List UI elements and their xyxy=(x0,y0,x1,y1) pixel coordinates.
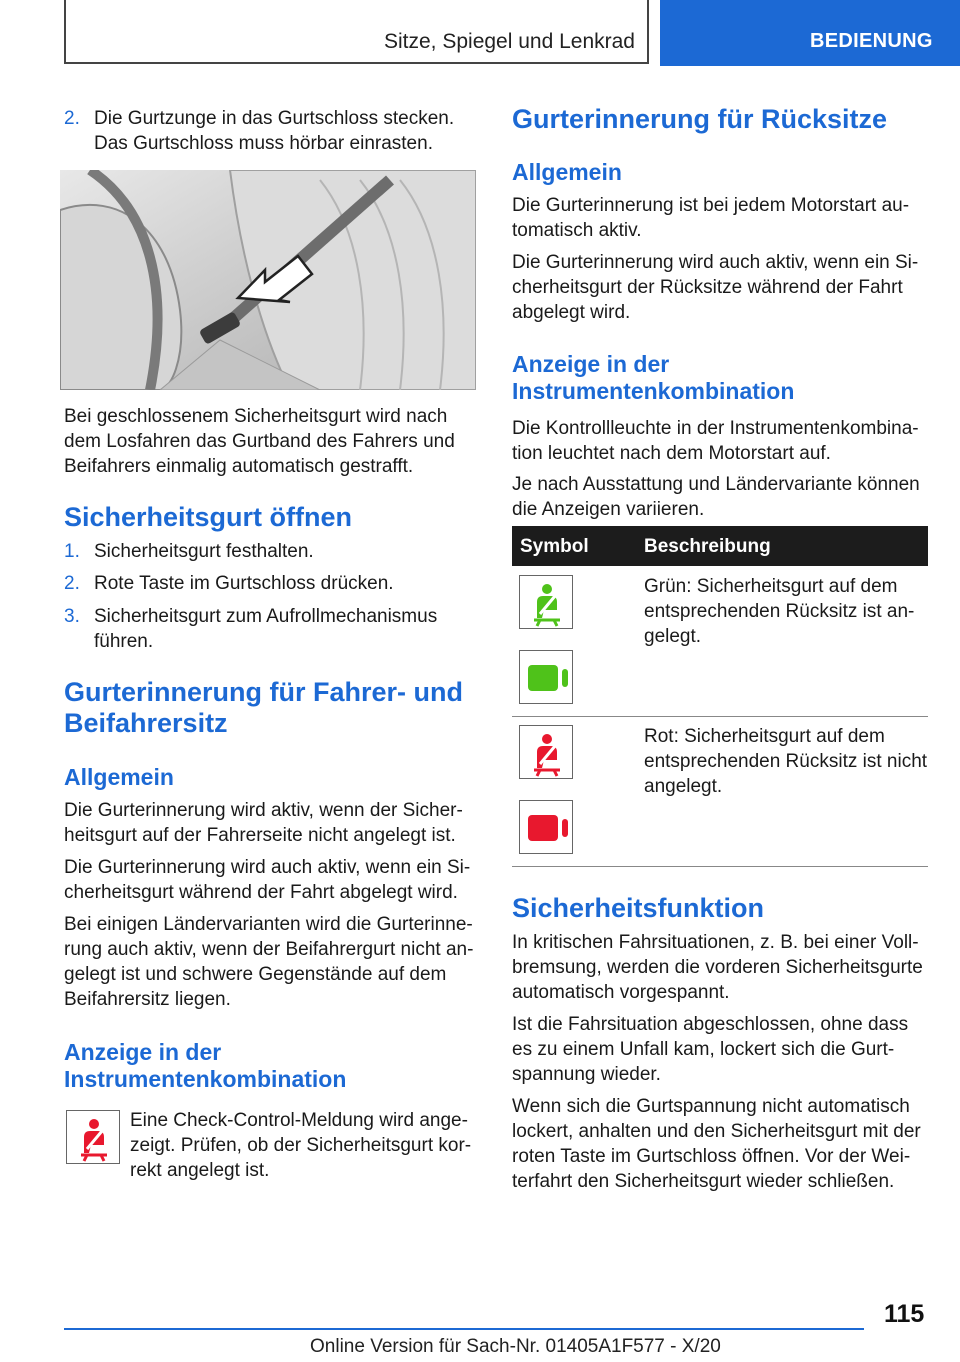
table-header xyxy=(512,526,928,566)
footer-rule xyxy=(64,1328,864,1330)
step-number: 2. xyxy=(64,108,80,129)
table-row-divider xyxy=(512,716,928,717)
page-number: 115 xyxy=(884,1300,925,1328)
table-row-green-description: Grün: Sicherheitsgurt auf dem entsprechenden Rücksitz ist angelegt. xyxy=(644,576,915,647)
heading-reminder-rear: Gurterinnerung für Rücksitze xyxy=(512,104,888,134)
step-number: 1. xyxy=(64,541,80,562)
column-header-description: Beschreibung xyxy=(644,536,771,557)
heading-display-left: Anzeige in der Instrumentenkombination xyxy=(64,1039,347,1092)
reminder-paragraph-2: Die Gurterinnerung wird auch aktiv, wenn ein Sicherheitsgurt während der Fahrt abgelegt wird. xyxy=(64,857,471,903)
step-text: Sicherheitsgurt zum Aufrollmechanismus führen. xyxy=(94,606,438,652)
reminder-paragraph-1: Die Gurterinnerung wird aktiv, wenn der Sicherheitsgurt auf der Fahrerseite nicht angelegt ist. xyxy=(64,800,463,846)
step-number: 2. xyxy=(64,573,80,594)
step-text: Die Gurtzunge in das Gurtschloss stecken. Das Gurtschloss muss hörbar einrasten. xyxy=(94,108,455,154)
open-step-1 xyxy=(64,539,476,565)
belt-tension-paragraph: Bei geschlossenem Sicherheitsgurt wird nach dem Losfahren das Gurtband des Fahrers und Beifahrers einmalig automatisch gestrafft. xyxy=(64,406,455,477)
open-step-3 xyxy=(64,604,476,656)
display-check-control-text: Eine Check-Control-Meldung wird angezeigt. Prüfen, ob der Sicherheitsgurt korrekt angelegt ist. xyxy=(130,1110,472,1181)
reminder-paragraph-3: Bei einigen Ländervarianten wird die Gurterinnerung auch aktiv, wenn der Beifahrergurt nicht angelegt ist und schwere Gegenstände auf dem Beifahrersitz liegen. xyxy=(64,914,474,1010)
seatbelt-buckle-photo xyxy=(60,170,476,390)
seat-indicator-green-icon xyxy=(519,650,573,704)
heading-display-right: Anzeige in der Instrumentenkombination xyxy=(512,351,795,404)
seatbelt-red-icon xyxy=(519,725,573,779)
rear-paragraph-1: Die Gurterinnerung ist bei jedem Motorstart automatisch aktiv. xyxy=(512,195,910,241)
heading-general-left: Allgemein xyxy=(64,764,174,790)
step-text: Rote Taste im Gurtschloss drücken. xyxy=(94,573,394,594)
open-step-2 xyxy=(64,571,476,597)
step-number: 3. xyxy=(64,606,80,627)
safety-paragraph-1: In kritischen Fahrsituationen, z. B. bei einer Vollbremsung, werden die vorderen Sicherheitsgurte automatisch vorgespannt. xyxy=(512,932,923,1003)
safety-paragraph-2: Ist die Fahrsituation abgeschlossen, ohne dass es zu einem Unfall kam, lockert sich die Gurtspannung wieder. xyxy=(512,1014,909,1085)
safety-paragraph-3: Wenn sich die Gurtspannung nicht automatisch lockert, anhalten und den Sicherheitsgurt mit der roten Taste im Gurtschloss öffnen. Vor der Weiterfahrt den Sicherheitsgurt wieder schließen. xyxy=(512,1096,921,1192)
step-2-insert xyxy=(64,106,476,158)
section-tab-label: BEDIENUNG xyxy=(810,30,933,52)
online-version-text: Online Version für Sach-Nr. 01405A1F577 - X/20 xyxy=(310,1336,721,1357)
rear-paragraph-4: Je nach Ausstattung und Ländervariante können die Anzeigen variieren. xyxy=(512,474,920,520)
rear-paragraph-2: Die Gurterinnerung wird auch aktiv, wenn ein Sicherheitsgurt der Rücksitze während der Fahrt abgelegt wird. xyxy=(512,252,919,323)
section-tab xyxy=(660,0,960,66)
table-row-red-description: Rot: Sicherheitsgurt auf dem entsprechenden Rücksitz ist nicht angelegt. xyxy=(644,726,928,797)
step-text: Sicherheitsgurt festhalten. xyxy=(94,541,314,562)
column-header-symbol: Symbol xyxy=(520,536,589,557)
seatbelt-green-icon xyxy=(519,575,573,629)
chapter-title: Sitze, Spiegel und Lenkrad xyxy=(383,30,635,53)
rear-paragraph-3: Die Kontrollleuchte in der Instrumentenkombination leuchtet nach dem Motorstart auf. xyxy=(512,418,919,464)
heading-general-right: Allgemein xyxy=(512,159,622,185)
table-bottom-divider xyxy=(512,866,928,867)
heading-open-seatbelt: Sicherheitsgurt öffnen xyxy=(64,502,353,532)
heading-safety-function: Sicherheitsfunktion xyxy=(512,893,765,923)
heading-reminder-front: Gurterinnerung für Fahrer- und Beifahrersitz xyxy=(64,677,464,738)
seat-indicator-red-icon xyxy=(519,800,573,854)
header-chapter-box xyxy=(64,0,649,64)
seatbelt-red-icon xyxy=(66,1110,120,1164)
